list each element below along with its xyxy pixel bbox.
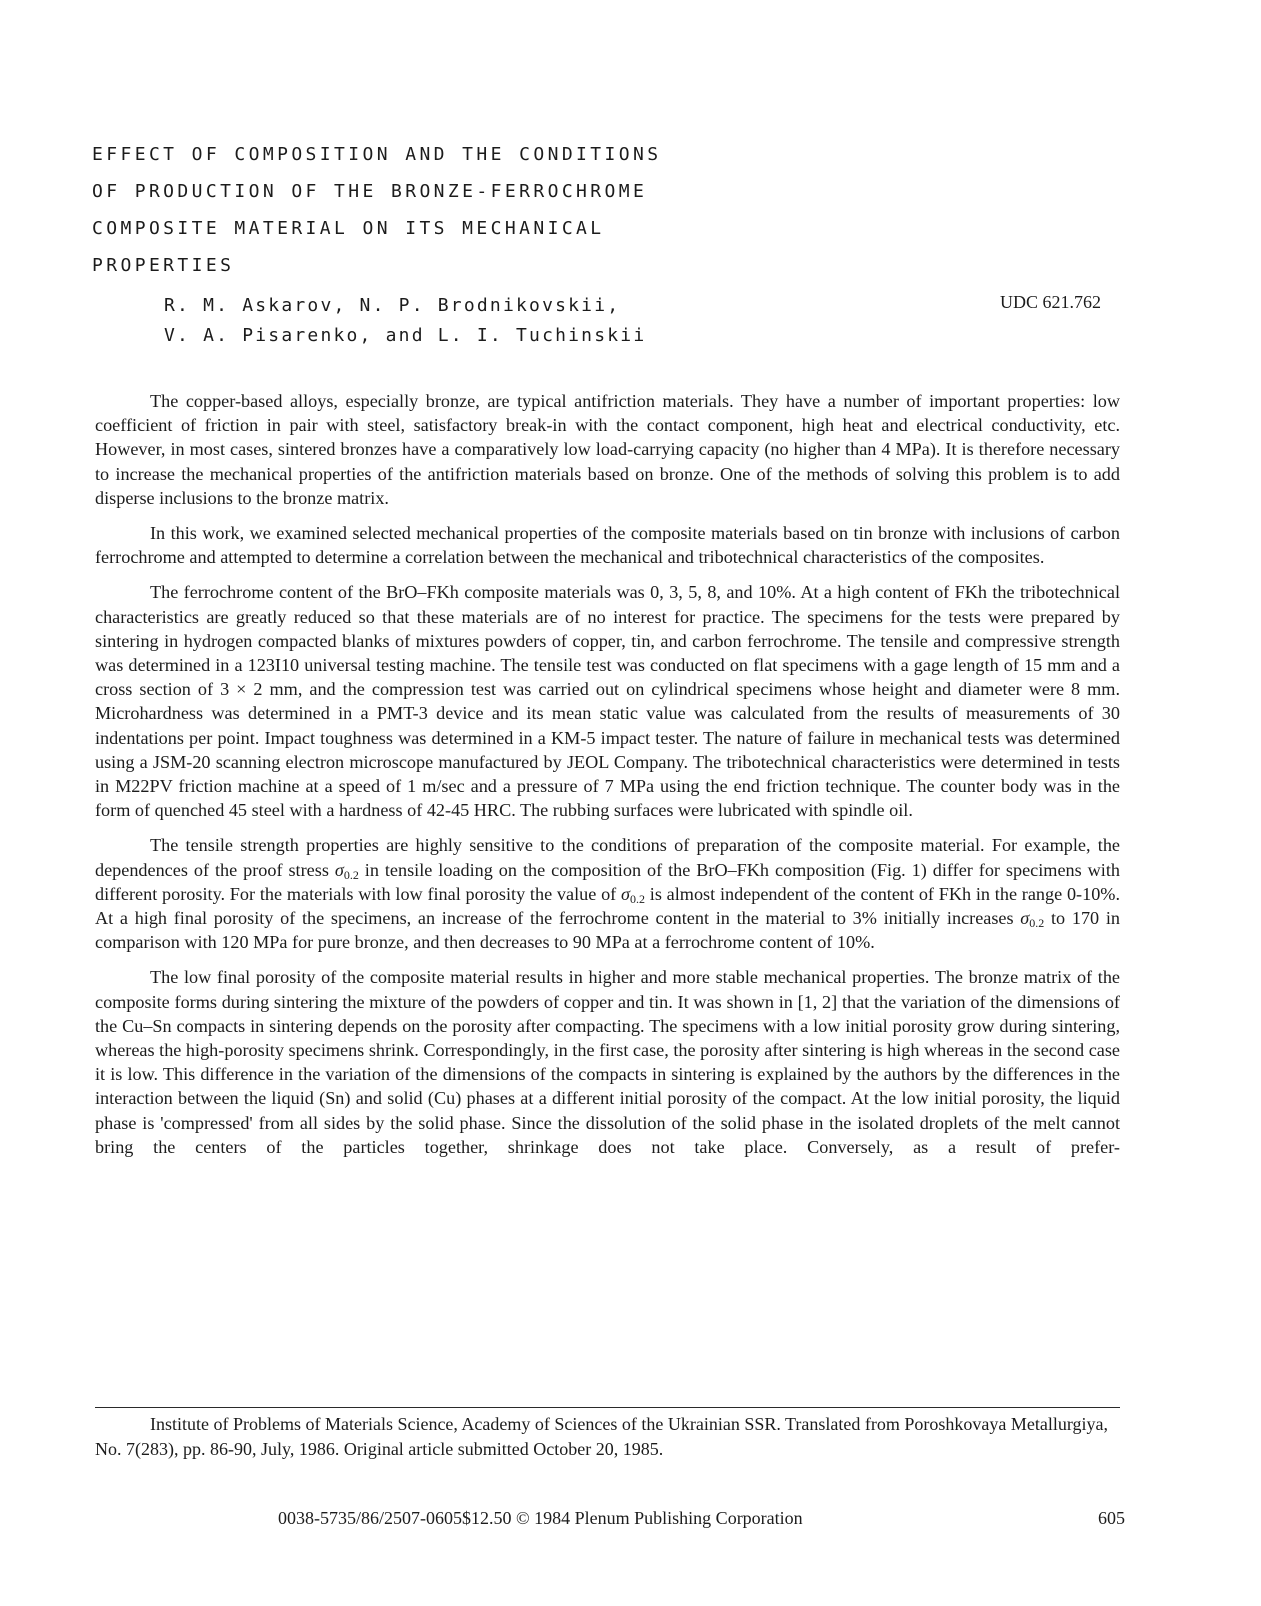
text-run: is almost independent of the content of FKh in the range 0-10%. At a high final porosity of the specimens, an increase of the ferrochrome content in the material to 3% initially increases: [95, 883, 1120, 929]
article-body: [95, 389, 1120, 1170]
text-run: The tensile strength properties are highly sensitive to the conditions of preparation of the composite material. For example, the dependences of the proof stress: [95, 835, 1120, 880]
footer-code: 0038-5735/86/2507-0605$12.50 © 1984 Plenum Publishing Corporation: [278, 1508, 803, 1528]
text-run: to 170 in comparison with 120 MPa for pure bronze, and then decreases to 90 MPa at a ferrochrome content of 10%.: [95, 908, 1120, 953]
title-line: COMPOSITE MATERIAL ON ITS MECHANICAL: [92, 218, 605, 239]
sigma-subscript: 0.2: [343, 867, 359, 882]
sigma-subscript: 0.2: [1029, 916, 1045, 931]
title-line: OF PRODUCTION OF THE BRONZE-FERROCHROME: [92, 181, 648, 202]
title-line: PROPERTIES: [92, 255, 235, 276]
author-list: [164, 291, 646, 351]
paragraph: [95, 833, 1120, 954]
paragraph: The copper-based alloys, especially bronze, are typical antifriction materials. They have a number of important properties: low coefficient of friction in pair with steel, satisfactory break-in with the contact component, high heat and electrical conductivity, etc. However, in most cases, sintered bronzes have a comparatively low load-carrying capacity (no higher than 4 MPa). It is therefore necessary to increase the mechanical properties of the antifriction materials based on bronze. One of the methods of solving this problem is to add disperse inclusions to the bronze matrix.: [95, 391, 1120, 508]
paragraph: The low final porosity of the composite material results in higher and more stable mechanical properties. The bronze matrix of the composite forms during sintering the mixture of the powders of copper and tin. It was shown in [1, 2] that the variation of the dimensions of the Cu–Sn compacts in sintering depends on the porosity after compacting. The specimens with a low initial porosity grow during sintering, whereas the high-porosity specimens shrink. Correspondingly, in the first case, the porosity after sintering is high whereas in the second case it is low. This difference in the variation of the dimensions of the compacts in sintering is explained by the authors by the differences in the interaction between the liquid (Sn) and solid (Cu) phases at a different initial porosity of the compact. At the low initial porosity, the liquid phase is 'compressed' from all sides by the solid phase. Since the dissolution of the solid phase in the isolated droplets of the melt cannot bring the centers of the particles together, shrinkage does not take place. Conversely, as a result of prefer-: [95, 967, 1120, 1157]
footnote-text: Institute of Problems of Materials Science, Academy of Sciences of the Ukrainian SSR. Translated from Poroshkovaya Metallurgiya, No. 7(283), pp. 86-90, July, 1986. Original article submitted October 20, 1985.: [95, 1414, 1108, 1459]
author-line: R. M. Askarov, N. P. Brodnikovskii,: [164, 295, 621, 316]
paragraph: The ferrochrome content of the BrO–FKh composite materials was 0, 3, 5, 8, and 10%. At a high content of FKh the tribotechnical characteristics are greatly reduced so that these materials are of no interest for practice. The specimens for the tests were prepared by sintering in hydrogen compacted blanks of mixtures powders of copper, tin, and carbon ferrochrome. The tensile and compressive strength was determined in a 123I10 universal testing machine. The tensile test was conducted on flat specimens with a gage length of 15 mm and a cross section of 3 × 2 mm, and the compression test was carried out on cylindrical specimens whose height and diameter were 8 mm. Microhardness was determined in a PMT-3 device and its mean static value was calculated from the results of measurements of 30 indentations per point. Impact toughness was determined in a KM-5 impact tester. The nature of failure in mechanical tests was determined using a JSM-20 scanning electron microscope manufactured by JEOL Company. The tribotechnical characteristics were determined in tests in M22PV friction machine at a speed of 1 m/sec and a pressure of 7 MPa using the end friction technique. The counter body was in the form of quenched 45 steel with a hardness of 42-45 HRC. The rubbing surfaces were lubricated with spindle oil.: [95, 582, 1120, 821]
article-title: [92, 136, 792, 284]
udc-code: UDC 621.762: [1000, 292, 1102, 312]
sigma-symbol: σ: [621, 883, 630, 904]
sigma-symbol: σ: [334, 859, 344, 880]
footnote-divider: [95, 1407, 1120, 1408]
title-line: EFFECT OF COMPOSITION AND THE CONDITIONS: [92, 144, 662, 165]
sigma-subscript: 0.2: [630, 891, 645, 906]
page-number: 605: [1098, 1508, 1125, 1528]
author-line: V. A. Pisarenko, and L. I. Tuchinskii: [164, 325, 647, 346]
text-run: in tensile loading on the composition of the BrO–FKh composition (Fig. 1) differ for specimens with different porosity. For the materials with low final porosity the value of: [95, 859, 1120, 904]
paragraph: In this work, we examined selected mechanical properties of the composite materials based on tin bronze with inclusions of carbon ferrochrome and attempted to determine a correlation between the mechanical and tribotechnical characteristics of the composites.: [95, 523, 1120, 568]
footnote: [95, 1412, 1120, 1462]
sigma-symbol: σ: [1020, 908, 1030, 929]
